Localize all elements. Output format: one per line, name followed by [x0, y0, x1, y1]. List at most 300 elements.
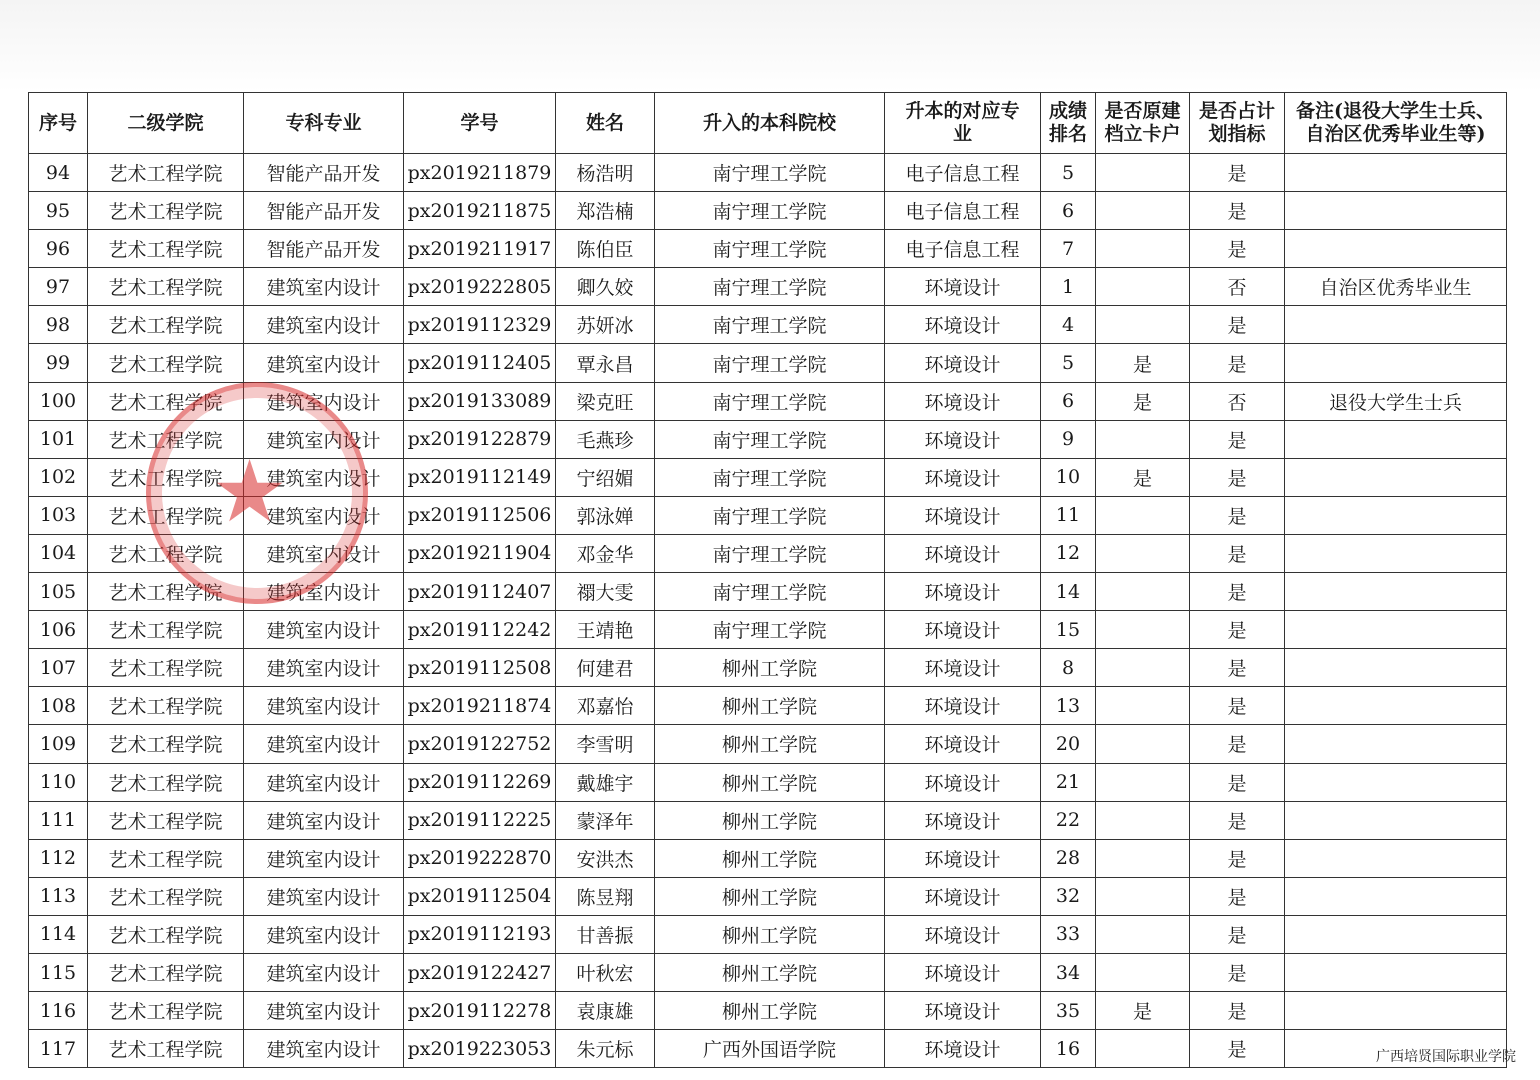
header-row — [29, 93, 1507, 154]
cell-rank: 21 — [1041, 763, 1096, 801]
cell-college: 艺术工程学院 — [88, 611, 244, 649]
cell-student-id: px2019112269 — [404, 763, 556, 801]
table-row — [29, 611, 1507, 649]
cell-college: 艺术工程学院 — [88, 649, 244, 687]
cell-index: 94 — [29, 154, 88, 192]
cell-university: 南宁理工学院 — [655, 230, 885, 268]
cell-quota-flag: 是 — [1190, 534, 1285, 572]
cell-index: 102 — [29, 458, 88, 496]
cell-university: 柳州工学院 — [655, 877, 885, 915]
cell-remark — [1285, 763, 1507, 801]
cell-name: 郭泳婵 — [556, 496, 655, 534]
cell-remark — [1285, 915, 1507, 953]
cell-quota-flag: 是 — [1190, 344, 1285, 382]
cell-university: 南宁理工学院 — [655, 382, 885, 420]
cell-college: 艺术工程学院 — [88, 763, 244, 801]
cell-quota-flag: 是 — [1190, 573, 1285, 611]
cell-poverty-flag: 是 — [1096, 344, 1190, 382]
cell-remark — [1285, 458, 1507, 496]
cell-name: 邓嘉怡 — [556, 687, 655, 725]
cell-student-id: px2019112508 — [404, 649, 556, 687]
cell-target-major: 环境设计 — [885, 573, 1041, 611]
cell-remark — [1285, 649, 1507, 687]
cell-major: 建筑室内设计 — [244, 1030, 404, 1068]
table-row — [29, 230, 1507, 268]
cell-rank: 32 — [1041, 877, 1096, 915]
cell-target-major: 环境设计 — [885, 420, 1041, 458]
cell-remark — [1285, 953, 1507, 991]
cell-remark — [1285, 687, 1507, 725]
header-cell: 姓名 — [556, 93, 655, 154]
cell-major: 建筑室内设计 — [244, 344, 404, 382]
cell-university: 柳州工学院 — [655, 725, 885, 763]
cell-college: 艺术工程学院 — [88, 915, 244, 953]
cell-rank: 1 — [1041, 268, 1096, 306]
table-row — [29, 382, 1507, 420]
cell-name: 叶秋宏 — [556, 953, 655, 991]
cell-quota-flag: 是 — [1190, 725, 1285, 763]
cell-quota-flag: 是 — [1190, 192, 1285, 230]
cell-university: 南宁理工学院 — [655, 420, 885, 458]
cell-quota-flag: 是 — [1190, 1030, 1285, 1068]
cell-name: 梁克旺 — [556, 382, 655, 420]
cell-university: 南宁理工学院 — [655, 611, 885, 649]
cell-major: 建筑室内设计 — [244, 687, 404, 725]
star-icon: ★ — [211, 442, 289, 542]
cell-poverty-flag — [1096, 496, 1190, 534]
table-row — [29, 953, 1507, 991]
cell-college: 艺术工程学院 — [88, 344, 244, 382]
table-row — [29, 725, 1507, 763]
cell-student-id: px2019112242 — [404, 611, 556, 649]
cell-remark — [1285, 230, 1507, 268]
cell-target-major: 环境设计 — [885, 992, 1041, 1030]
cell-major: 建筑室内设计 — [244, 877, 404, 915]
cell-university: 南宁理工学院 — [655, 154, 885, 192]
cell-rank: 7 — [1041, 230, 1096, 268]
cell-quota-flag: 是 — [1190, 230, 1285, 268]
table-row — [29, 649, 1507, 687]
header-cell: 备注(退役大学生士兵、自治区优秀毕业生等) — [1285, 93, 1507, 154]
cell-name: 禤大雯 — [556, 573, 655, 611]
cell-rank: 5 — [1041, 344, 1096, 382]
cell-university: 柳州工学院 — [655, 915, 885, 953]
table-row — [29, 763, 1507, 801]
cell-student-id: px2019133089 — [404, 382, 556, 420]
cell-major: 建筑室内设计 — [244, 763, 404, 801]
cell-rank: 6 — [1041, 382, 1096, 420]
cell-index: 114 — [29, 915, 88, 953]
cell-college: 艺术工程学院 — [88, 839, 244, 877]
cell-poverty-flag — [1096, 763, 1190, 801]
cell-name: 覃永昌 — [556, 344, 655, 382]
cell-poverty-flag — [1096, 573, 1190, 611]
cell-rank: 28 — [1041, 839, 1096, 877]
cell-major: 建筑室内设计 — [244, 953, 404, 991]
cell-poverty-flag — [1096, 877, 1190, 915]
header-cell: 专科专业 — [244, 93, 404, 154]
cell-name: 毛燕珍 — [556, 420, 655, 458]
cell-quota-flag: 否 — [1190, 382, 1285, 420]
cell-university: 南宁理工学院 — [655, 458, 885, 496]
table-row — [29, 877, 1507, 915]
cell-target-major: 环境设计 — [885, 877, 1041, 915]
table-row — [29, 268, 1507, 306]
cell-poverty-flag — [1096, 268, 1190, 306]
cell-college: 艺术工程学院 — [88, 534, 244, 572]
cell-target-major: 环境设计 — [885, 458, 1041, 496]
cell-quota-flag: 是 — [1190, 306, 1285, 344]
cell-rank: 8 — [1041, 649, 1096, 687]
scan-top-margin — [0, 0, 1540, 92]
cell-college: 艺术工程学院 — [88, 154, 244, 192]
cell-major: 建筑室内设计 — [244, 915, 404, 953]
header-cell: 学号 — [404, 93, 556, 154]
cell-remark — [1285, 725, 1507, 763]
table-row — [29, 915, 1507, 953]
cell-college: 艺术工程学院 — [88, 687, 244, 725]
cell-college: 艺术工程学院 — [88, 953, 244, 991]
cell-index: 117 — [29, 1030, 88, 1068]
cell-target-major: 电子信息工程 — [885, 230, 1041, 268]
cell-rank: 15 — [1041, 611, 1096, 649]
header-cell: 序号 — [29, 93, 88, 154]
cell-index: 101 — [29, 420, 88, 458]
cell-remark — [1285, 192, 1507, 230]
cell-remark — [1285, 877, 1507, 915]
cell-poverty-flag — [1096, 230, 1190, 268]
cell-student-id: px2019211904 — [404, 534, 556, 572]
cell-quota-flag: 是 — [1190, 420, 1285, 458]
cell-poverty-flag — [1096, 687, 1190, 725]
cell-poverty-flag — [1096, 420, 1190, 458]
cell-remark — [1285, 420, 1507, 458]
cell-target-major: 环境设计 — [885, 915, 1041, 953]
cell-quota-flag: 是 — [1190, 877, 1285, 915]
cell-major: 智能产品开发 — [244, 154, 404, 192]
header-cell: 升本的对应专业 — [885, 93, 1041, 154]
table-row — [29, 496, 1507, 534]
cell-major: 建筑室内设计 — [244, 420, 404, 458]
cell-name: 李雪明 — [556, 725, 655, 763]
cell-name: 戴雄宇 — [556, 763, 655, 801]
cell-rank: 34 — [1041, 953, 1096, 991]
cell-index: 115 — [29, 953, 88, 991]
cell-major: 建筑室内设计 — [244, 649, 404, 687]
cell-quota-flag: 是 — [1190, 458, 1285, 496]
cell-index: 111 — [29, 801, 88, 839]
cell-quota-flag: 是 — [1190, 611, 1285, 649]
cell-poverty-flag: 是 — [1096, 382, 1190, 420]
cell-index: 112 — [29, 839, 88, 877]
cell-university: 柳州工学院 — [655, 649, 885, 687]
table-row — [29, 839, 1507, 877]
cell-target-major: 环境设计 — [885, 763, 1041, 801]
cell-major: 建筑室内设计 — [244, 992, 404, 1030]
cell-target-major: 环境设计 — [885, 725, 1041, 763]
cell-rank: 22 — [1041, 801, 1096, 839]
cell-poverty-flag — [1096, 915, 1190, 953]
cell-poverty-flag — [1096, 839, 1190, 877]
cell-major: 建筑室内设计 — [244, 573, 404, 611]
cell-student-id: px2019211879 — [404, 154, 556, 192]
cell-index: 106 — [29, 611, 88, 649]
cell-remark — [1285, 573, 1507, 611]
cell-student-id: px2019112278 — [404, 992, 556, 1030]
cell-poverty-flag — [1096, 534, 1190, 572]
cell-target-major: 环境设计 — [885, 306, 1041, 344]
cell-rank: 12 — [1041, 534, 1096, 572]
cell-poverty-flag — [1096, 611, 1190, 649]
cell-name: 何建君 — [556, 649, 655, 687]
cell-rank: 11 — [1041, 496, 1096, 534]
cell-student-id: px2019222870 — [404, 839, 556, 877]
cell-target-major: 电子信息工程 — [885, 192, 1041, 230]
cell-rank: 35 — [1041, 992, 1096, 1030]
cell-college: 艺术工程学院 — [88, 192, 244, 230]
cell-college: 艺术工程学院 — [88, 382, 244, 420]
cell-poverty-flag: 是 — [1096, 458, 1190, 496]
cell-student-id: px2019112193 — [404, 915, 556, 953]
cell-remark — [1285, 801, 1507, 839]
table-row — [29, 573, 1507, 611]
cell-target-major: 环境设计 — [885, 801, 1041, 839]
cell-university: 柳州工学院 — [655, 953, 885, 991]
cell-student-id: px2019211917 — [404, 230, 556, 268]
table-row — [29, 192, 1507, 230]
cell-college: 艺术工程学院 — [88, 420, 244, 458]
cell-university: 南宁理工学院 — [655, 306, 885, 344]
cell-university: 南宁理工学院 — [655, 496, 885, 534]
cell-quota-flag: 是 — [1190, 649, 1285, 687]
cell-quota-flag: 是 — [1190, 763, 1285, 801]
cell-university: 柳州工学院 — [655, 801, 885, 839]
table-row — [29, 344, 1507, 382]
cell-name: 王靖艳 — [556, 611, 655, 649]
cell-name: 杨浩明 — [556, 154, 655, 192]
cell-index: 99 — [29, 344, 88, 382]
cell-index: 109 — [29, 725, 88, 763]
admission-roster-table — [28, 92, 1507, 1068]
cell-index: 100 — [29, 382, 88, 420]
cell-major: 智能产品开发 — [244, 230, 404, 268]
cell-remark — [1285, 344, 1507, 382]
cell-college: 艺术工程学院 — [88, 306, 244, 344]
cell-name: 陈伯臣 — [556, 230, 655, 268]
cell-target-major: 环境设计 — [885, 496, 1041, 534]
cell-target-major: 环境设计 — [885, 1030, 1041, 1068]
header-cell: 二级学院 — [88, 93, 244, 154]
cell-quota-flag: 是 — [1190, 839, 1285, 877]
cell-name: 宁绍媚 — [556, 458, 655, 496]
cell-target-major: 环境设计 — [885, 611, 1041, 649]
cell-name: 卿久姣 — [556, 268, 655, 306]
cell-major: 建筑室内设计 — [244, 458, 404, 496]
cell-rank: 5 — [1041, 154, 1096, 192]
cell-target-major: 环境设计 — [885, 687, 1041, 725]
cell-poverty-flag — [1096, 306, 1190, 344]
cell-index: 116 — [29, 992, 88, 1030]
cell-index: 96 — [29, 230, 88, 268]
roster-body — [29, 154, 1507, 1068]
cell-student-id: px2019112329 — [404, 306, 556, 344]
cell-major: 建筑室内设计 — [244, 839, 404, 877]
cell-rank: 10 — [1041, 458, 1096, 496]
cell-major: 建筑室内设计 — [244, 496, 404, 534]
cell-university: 柳州工学院 — [655, 992, 885, 1030]
cell-university: 南宁理工学院 — [655, 268, 885, 306]
cell-remark — [1285, 839, 1507, 877]
cell-rank: 16 — [1041, 1030, 1096, 1068]
cell-name: 安洪杰 — [556, 839, 655, 877]
table-row — [29, 1030, 1507, 1068]
header-cell: 升入的本科院校 — [655, 93, 885, 154]
cell-poverty-flag — [1096, 1030, 1190, 1068]
cell-university: 柳州工学院 — [655, 839, 885, 877]
cell-major: 建筑室内设计 — [244, 611, 404, 649]
cell-student-id: px2019211875 — [404, 192, 556, 230]
cell-college: 艺术工程学院 — [88, 725, 244, 763]
header-cell: 成绩排名 — [1041, 93, 1096, 154]
header-cell: 是否占计划指标 — [1190, 93, 1285, 154]
cell-index: 104 — [29, 534, 88, 572]
cell-student-id: px2019122879 — [404, 420, 556, 458]
cell-student-id: px2019222805 — [404, 268, 556, 306]
cell-student-id: px2019122427 — [404, 953, 556, 991]
cell-student-id: px2019211874 — [404, 687, 556, 725]
table-row — [29, 801, 1507, 839]
cell-index: 108 — [29, 687, 88, 725]
cell-index: 98 — [29, 306, 88, 344]
cell-target-major: 环境设计 — [885, 839, 1041, 877]
cell-remark: 退役大学生士兵 — [1285, 382, 1507, 420]
cell-name: 郑浩楠 — [556, 192, 655, 230]
cell-student-id: px2019112506 — [404, 496, 556, 534]
cell-name: 甘善振 — [556, 915, 655, 953]
cell-remark: 自治区优秀毕业生 — [1285, 268, 1507, 306]
cell-name: 邓金华 — [556, 534, 655, 572]
cell-quota-flag: 是 — [1190, 915, 1285, 953]
cell-quota-flag: 是 — [1190, 801, 1285, 839]
table-row — [29, 458, 1507, 496]
cell-rank: 20 — [1041, 725, 1096, 763]
cell-index: 110 — [29, 763, 88, 801]
table-row — [29, 306, 1507, 344]
cell-target-major: 环境设计 — [885, 649, 1041, 687]
cell-target-major: 环境设计 — [885, 382, 1041, 420]
cell-rank: 33 — [1041, 915, 1096, 953]
cell-target-major: 环境设计 — [885, 953, 1041, 991]
cell-remark — [1285, 154, 1507, 192]
cell-name: 蒙泽年 — [556, 801, 655, 839]
table-row — [29, 687, 1507, 725]
cell-index: 107 — [29, 649, 88, 687]
cell-index: 95 — [29, 192, 88, 230]
cell-index: 105 — [29, 573, 88, 611]
cell-major: 建筑室内设计 — [244, 725, 404, 763]
cell-college: 艺术工程学院 — [88, 801, 244, 839]
cell-index: 97 — [29, 268, 88, 306]
table-row — [29, 154, 1507, 192]
cell-university: 南宁理工学院 — [655, 192, 885, 230]
cell-university: 柳州工学院 — [655, 687, 885, 725]
cell-rank: 9 — [1041, 420, 1096, 458]
cell-college: 艺术工程学院 — [88, 458, 244, 496]
cell-target-major: 环境设计 — [885, 268, 1041, 306]
cell-major: 建筑室内设计 — [244, 382, 404, 420]
table-row — [29, 534, 1507, 572]
cell-college: 艺术工程学院 — [88, 496, 244, 534]
cell-quota-flag: 是 — [1190, 953, 1285, 991]
cell-student-id: px2019112407 — [404, 573, 556, 611]
cell-college: 艺术工程学院 — [88, 877, 244, 915]
cell-student-id: px2019112405 — [404, 344, 556, 382]
cell-major: 建筑室内设计 — [244, 306, 404, 344]
cell-university: 柳州工学院 — [655, 763, 885, 801]
cell-student-id: px2019122752 — [404, 725, 556, 763]
cell-name: 苏妍冰 — [556, 306, 655, 344]
cell-student-id: px2019223053 — [404, 1030, 556, 1068]
cell-quota-flag: 是 — [1190, 154, 1285, 192]
cell-quota-flag: 否 — [1190, 268, 1285, 306]
cell-remark — [1285, 306, 1507, 344]
cell-poverty-flag — [1096, 801, 1190, 839]
cell-target-major: 电子信息工程 — [885, 154, 1041, 192]
cell-poverty-flag: 是 — [1096, 992, 1190, 1030]
cell-major: 智能产品开发 — [244, 192, 404, 230]
cell-poverty-flag — [1096, 953, 1190, 991]
table-row — [29, 992, 1507, 1030]
cell-poverty-flag — [1096, 725, 1190, 763]
cell-rank: 13 — [1041, 687, 1096, 725]
cell-quota-flag: 是 — [1190, 496, 1285, 534]
cell-rank: 6 — [1041, 192, 1096, 230]
cell-target-major: 环境设计 — [885, 534, 1041, 572]
cell-poverty-flag — [1096, 154, 1190, 192]
cell-index: 113 — [29, 877, 88, 915]
cell-university: 南宁理工学院 — [655, 534, 885, 572]
cell-college: 艺术工程学院 — [88, 268, 244, 306]
cell-quota-flag: 是 — [1190, 687, 1285, 725]
cell-poverty-flag — [1096, 192, 1190, 230]
footer-watermark: 广西培贤国际职业学院 — [1376, 1049, 1516, 1065]
header-cell: 是否原建档立卡户 — [1096, 93, 1190, 154]
cell-university: 南宁理工学院 — [655, 573, 885, 611]
cell-major: 建筑室内设计 — [244, 534, 404, 572]
cell-quota-flag: 是 — [1190, 992, 1285, 1030]
cell-college: 艺术工程学院 — [88, 1030, 244, 1068]
cell-target-major: 环境设计 — [885, 344, 1041, 382]
cell-university: 南宁理工学院 — [655, 344, 885, 382]
cell-remark — [1285, 534, 1507, 572]
cell-name: 袁康雄 — [556, 992, 655, 1030]
cell-rank: 4 — [1041, 306, 1096, 344]
cell-major: 建筑室内设计 — [244, 268, 404, 306]
cell-major: 建筑室内设计 — [244, 801, 404, 839]
cell-college: 艺术工程学院 — [88, 573, 244, 611]
cell-student-id: px2019112225 — [404, 801, 556, 839]
cell-poverty-flag — [1096, 649, 1190, 687]
cell-student-id: px2019112504 — [404, 877, 556, 915]
cell-remark — [1285, 611, 1507, 649]
cell-remark — [1285, 992, 1507, 1030]
table-row — [29, 420, 1507, 458]
cell-index: 103 — [29, 496, 88, 534]
cell-student-id: px2019112149 — [404, 458, 556, 496]
cell-name: 朱元标 — [556, 1030, 655, 1068]
cell-college: 艺术工程学院 — [88, 992, 244, 1030]
cell-rank: 14 — [1041, 573, 1096, 611]
